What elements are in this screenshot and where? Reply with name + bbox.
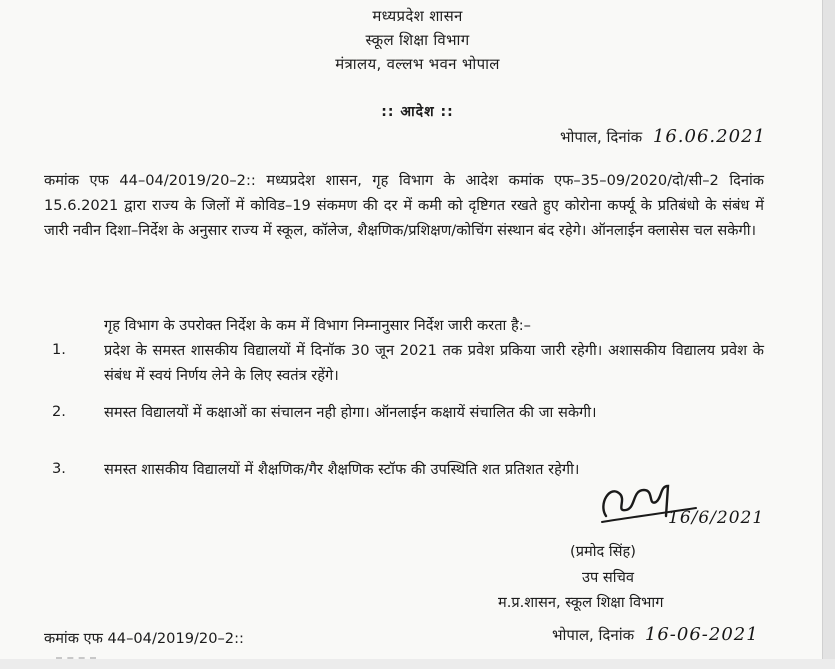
item-number: 3. <box>52 460 66 477</box>
scan-edge-bottom <box>0 659 835 669</box>
scan-edge-right <box>822 0 835 669</box>
signatory-name: (प्रमोद सिंह) <box>570 543 636 560</box>
lead-paragraph: गृह विभाग के उपरोक्त निर्देश के कम में विभाग निम्नानुसार निर्देश जारी करता है:– <box>104 317 531 334</box>
footer-date-handwritten: 16-06-2021 <box>644 624 759 645</box>
signatory-department: म.प्र.शासन, स्कूल शिक्षा विभाग <box>498 594 664 611</box>
top-date-label: भोपाल, दिनांक <box>560 128 643 146</box>
header-department: स्कूल शिक्षा विभाग <box>365 31 470 49</box>
footer-date-line <box>552 624 759 645</box>
footer-reference: कमांक एफ 44–04/2019/20–2:: <box>44 630 244 647</box>
item-text: प्रदेश के समस्त शासकीय विद्यालयों में दिनॉक 30 जून 2021 तक प्रवेश प्रकिया जारी रहेगी। अशासकीय विद्यालय प्रवेश के संबंध में स्वयं निर्णय लेने के लिए स्वतंत्र रहेंगे। <box>104 342 764 384</box>
item-text: समस्त शासकीय विद्यालयों में शैक्षणिक/गैर शैक्षणिक स्टॉफ की उपस्थिति शत प्रतिशत रहेगी। <box>104 461 580 478</box>
signatory-designation: उप सचिव <box>582 569 634 586</box>
item-number: 2. <box>52 403 66 420</box>
top-date-line <box>560 126 766 147</box>
signature-date-handwritten: 16/6/2021 <box>668 508 765 528</box>
top-date-handwritten: 16.06.2021 <box>652 126 766 147</box>
footer-date-label: भोपाल, दिनांक <box>552 626 635 644</box>
header-address: मंत्रालय, वल्लभ भवन भोपाल <box>335 55 500 73</box>
header-government: मध्यप्रदेश शासन <box>372 7 463 25</box>
order-heading: :: आदेश :: <box>381 104 454 120</box>
intro-paragraph: कमांक एफ 44–04/2019/20–2:: मध्यप्रदेश शासन, गृह विभाग के आदेश कमांक एफ–35–09/2020/दो/सी–2 दिनांक 15.6.2021 द्वारा राज्य के जिलों में कोविड–19 संकमण की दर में कमी को दृष्टिगत रखते हुए कोरोना कर्फ्यू के प्रतिबंधो के संबंध में जारी नवीन दिशा–निर्देश के अनुसार राज्य में स्कूल, कॉलेज, शैक्षणिक/प्रशिक्षण/कोचिंग संस्थान बंद रहेगे। ऑनलाईन क्लासेस चल सकेगी। <box>44 172 764 239</box>
item-text: समस्त विद्यालयों में कक्षाओं का संचालन नही होगा। ऑनलाईन कक्षायें संचालित की जा सकेगी। <box>104 404 597 421</box>
item-number: 1. <box>52 341 66 358</box>
